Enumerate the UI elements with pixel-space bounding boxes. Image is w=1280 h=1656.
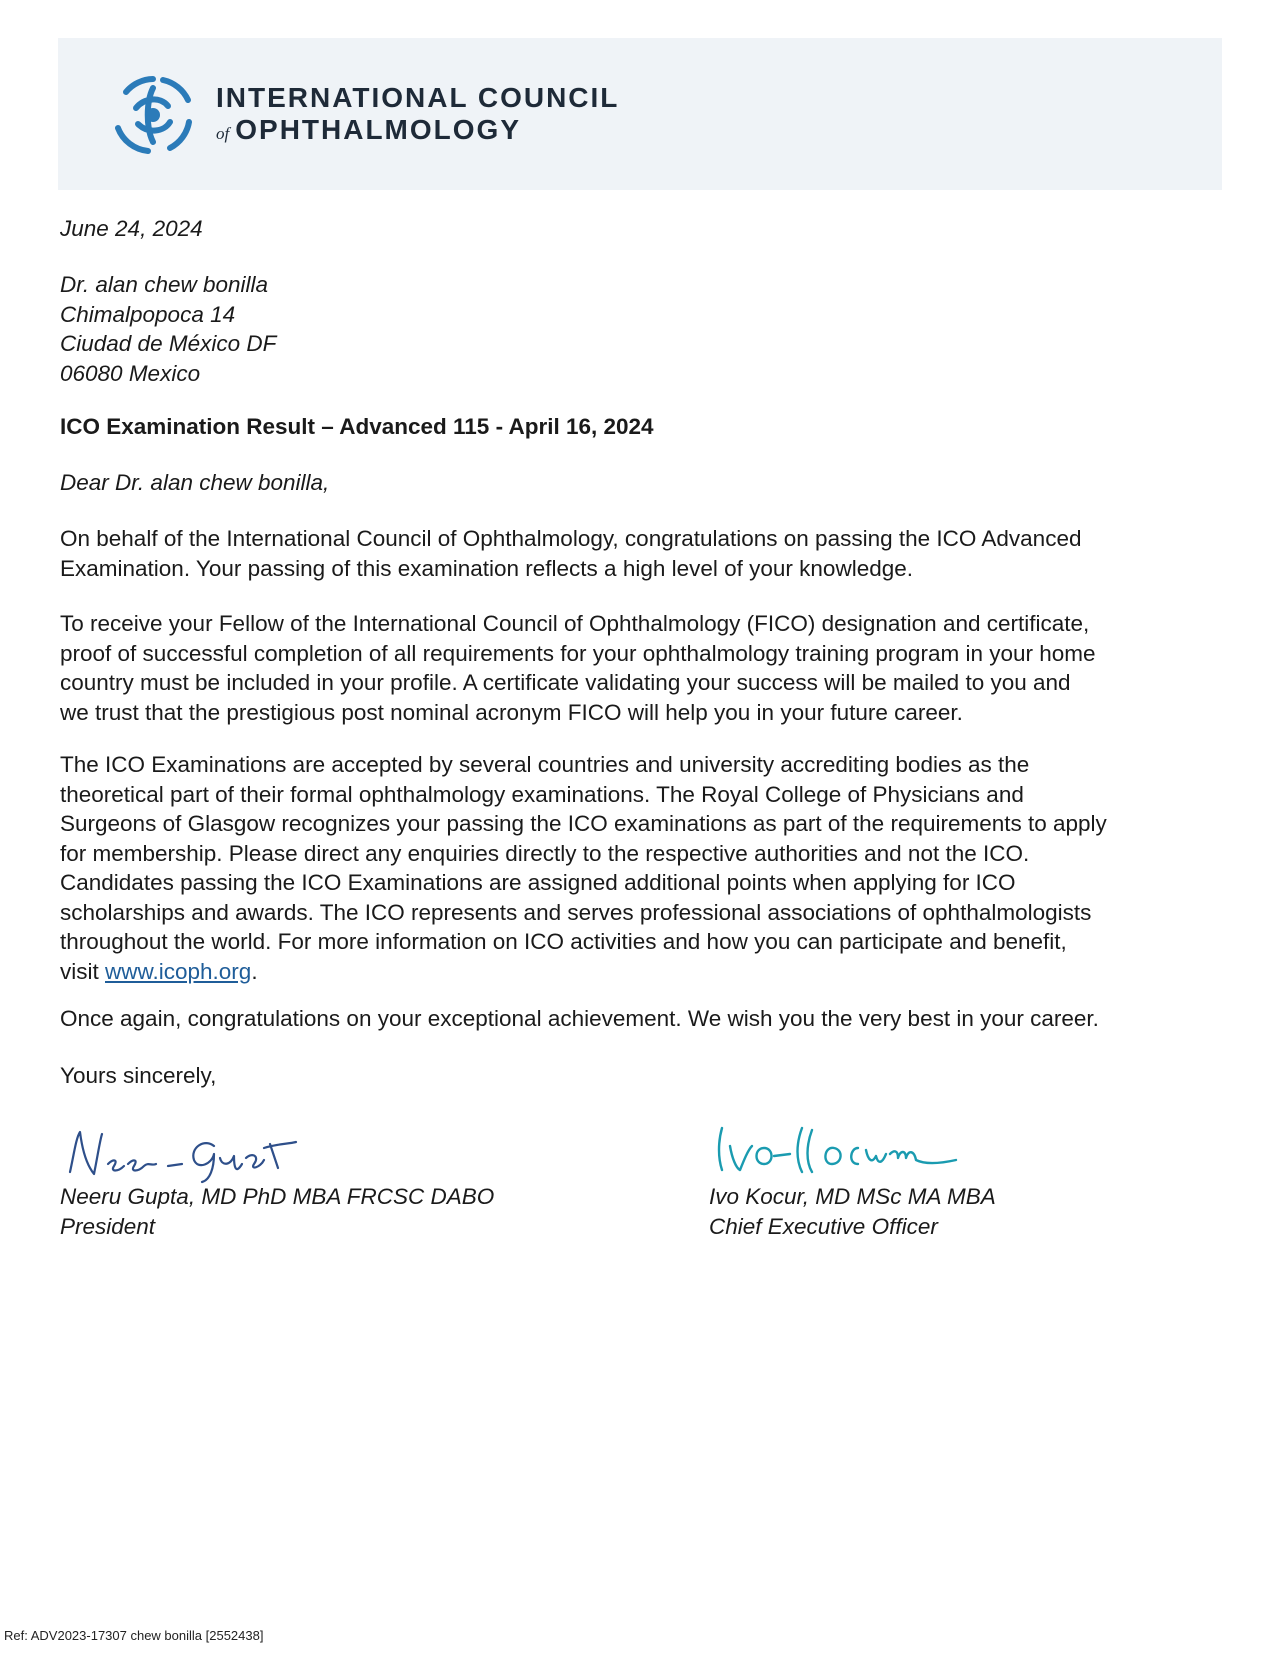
paragraph-line: country must be included in your profile. A certificate validating your success will be mailed to you and [60,670,1071,695]
paragraph-line: scholarships and awards. The ICO represents and serves professional associations of ophthalmologists [60,899,1092,925]
organization-name-main: OPHTHALMOLOGY [235,114,521,145]
letter-salutation: Dear Dr. alan chew bonilla, [60,470,330,495]
paragraph-line: Examination. Your passing of this examination reflects a high level of your knowledge. [60,555,914,581]
signatory-title: President [60,1213,156,1239]
visit-prefix: visit [60,958,105,984]
visit-suffix: . [251,958,258,984]
paragraph-congratulations [60,524,1230,583]
paragraph-line: To receive your Fellow of the International Council of Ophthalmology (FICO) designation and certificate, [60,611,1090,636]
signatory-president [60,1182,660,1241]
globe-logo-icon [108,70,198,160]
address-line: Ciudad de México DF [60,331,277,356]
signatory-name: Ivo Kocur, MD MSc MA MBA [709,1184,996,1209]
paragraph-line: Candidates passing the ICO Examinations are assigned additional points when applying for ICO [60,870,1016,895]
signatory-ceo [709,1182,1209,1241]
address-line: Chimalpopoca 14 [60,301,236,327]
website-link[interactable]: www.icoph.org [105,958,252,984]
signatory-name: Neeru Gupta, MD PhD MBA FRCSC DABO [60,1184,495,1209]
address-line: 06080 Mexico [60,360,201,386]
paragraph-line: throughout the world. For more information on ICO activities and how you can participate and benefit, [60,929,1067,954]
ceo-signature [712,1118,972,1180]
paragraph-fico-designation [60,609,1230,727]
letter-subject: ICO Examination Result – Advanced 115 - April 16, 2024 [60,414,654,439]
footer-reference: Ref: ADV2023-17307 chew bonilla [2552438] [4,1628,264,1643]
organization-name-of: of [216,124,230,143]
address-line: Dr. alan chew bonilla [60,272,269,297]
paragraph-closing-wish: Once again, congratulations on your exceptional achievement. We wish you the very best in your career. [60,1006,1099,1031]
paragraph-line: for membership. Please direct any enquiries directly to the respective authorities and not the ICO. [60,840,1030,866]
organization-name-line2 [216,114,521,146]
paragraph-line: proof of successful completion of all requirements for your ophthalmology training program in your home [60,640,1096,666]
president-signature [64,1124,314,1184]
signatory-title: Chief Executive Officer [709,1213,938,1239]
paragraph-line: we trust that the prestigious post nominal acronym FICO will help you in your future career. [60,699,963,725]
letter-closing: Yours sincerely, [60,1063,217,1088]
letter-date: June 24, 2024 [60,216,203,241]
recipient-address [60,270,1230,388]
paragraph-line: The ICO Examinations are accepted by several countries and university accrediting bodies as the [60,752,1030,777]
paragraph-line: theoretical part of their formal ophthalmology examinations. The Royal College of Physicians and [60,781,1024,807]
paragraph-examination-info [60,750,1230,986]
organization-name-line1: INTERNATIONAL COUNCIL [216,82,620,113]
paragraph-line-visit [60,957,1230,987]
paragraph-line: On behalf of the International Council of Ophthalmology, congratulations on passing the ICO Advanced [60,526,1082,551]
paragraph-line: Surgeons of Glasgow recognizes your passing the ICO examinations as part of the requirements to apply [60,811,1107,836]
